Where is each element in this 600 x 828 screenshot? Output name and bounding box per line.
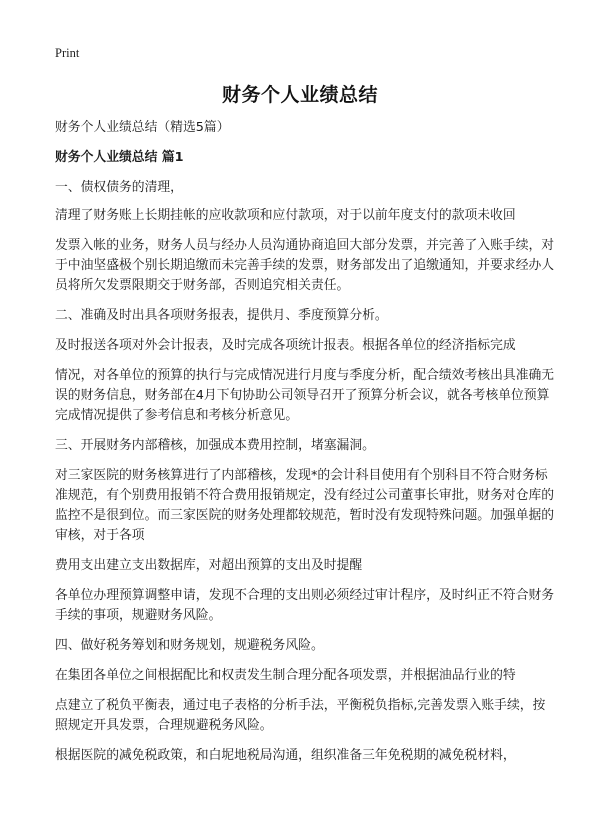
paragraph: 一、债权债务的清理，: [55, 180, 183, 195]
paragraph: 二、准确及时出具各项财务报表，提供月、季度预算分析。: [55, 308, 388, 323]
paragraph: 四、做好税务筹划和财务规划，规避税务风险。: [55, 638, 324, 653]
paragraph: 费用支出建立支出数据库，对超出预算的支出及时提醒: [55, 558, 363, 573]
paragraph: 情况，对各单位的预算的执行与完成情况进行月度与季度分析，配合绩效考核出具准确无误的财务信息，财务部在4月下旬协助公司领导召开了预算分析会议，就各考核单位预算完成情况提供了参考信息和考核分析意见。: [55, 368, 555, 423]
section-heading: 财务个人业绩总结 篇1: [55, 150, 184, 165]
paragraph: 三、开展财务内部稽核，加强成本费用控制，堵塞漏洞。: [55, 438, 375, 453]
paragraph: 对三家医院的财务核算进行了内部稽核，发现*的会计科目使用有个别科目不符合财务标准规范，有个别费用报销不符合费用报销规定，没有经过公司董事长审批，财务对仓库的监控不是很到位。而三家医院的财务处理都较规范，暂时没有发现特殊问题。加强单据的审核，对于各项: [55, 468, 555, 543]
print-link[interactable]: Print: [55, 46, 80, 60]
paragraph: 在集团各单位之间根据配比和权责发生制合理分配各项发票，并根据油品行业的特: [55, 668, 516, 683]
paragraph: 根据医院的减免税政策，和白坭地税局沟通，组织准备三年免税期的减免税材料，: [55, 748, 516, 763]
paragraph: 清理了财务账上长期挂帐的应收款项和应付款项，对于以前年度支付的款项未收回: [55, 208, 516, 223]
paragraph: 及时报送各项对外会计报表，及时完成各项统计报表。根据各单位的经济指标完成: [55, 338, 516, 353]
paragraph: 各单位办理预算调整申请，发现不合理的支出则必须经过审计程序，及时纠正不符合财务手续的事项，规避财务风险。: [55, 588, 555, 623]
document-subtitle: 财务个人业绩总结（精选5篇）: [55, 120, 230, 135]
document-title: 财务个人业绩总结: [221, 84, 378, 106]
document-body: [55, 118, 555, 776]
paragraph: 发票入帐的业务，财务人员与经办人员沟通协商追回大部分发票，并完善了入账手续，对于中油坚盛极个别长期追缴而未完善手续的发票，财务部发出了追缴通知，并要求经办人员将所欠发票限期交于财务部，否则追究相关责任。: [55, 238, 555, 293]
paragraph: 点建立了税负平衡表，通过电子表格的分析手法，平衡税负指标,完善发票入账手续，按照规定开具发票，合理规避税务风险。: [55, 698, 546, 733]
